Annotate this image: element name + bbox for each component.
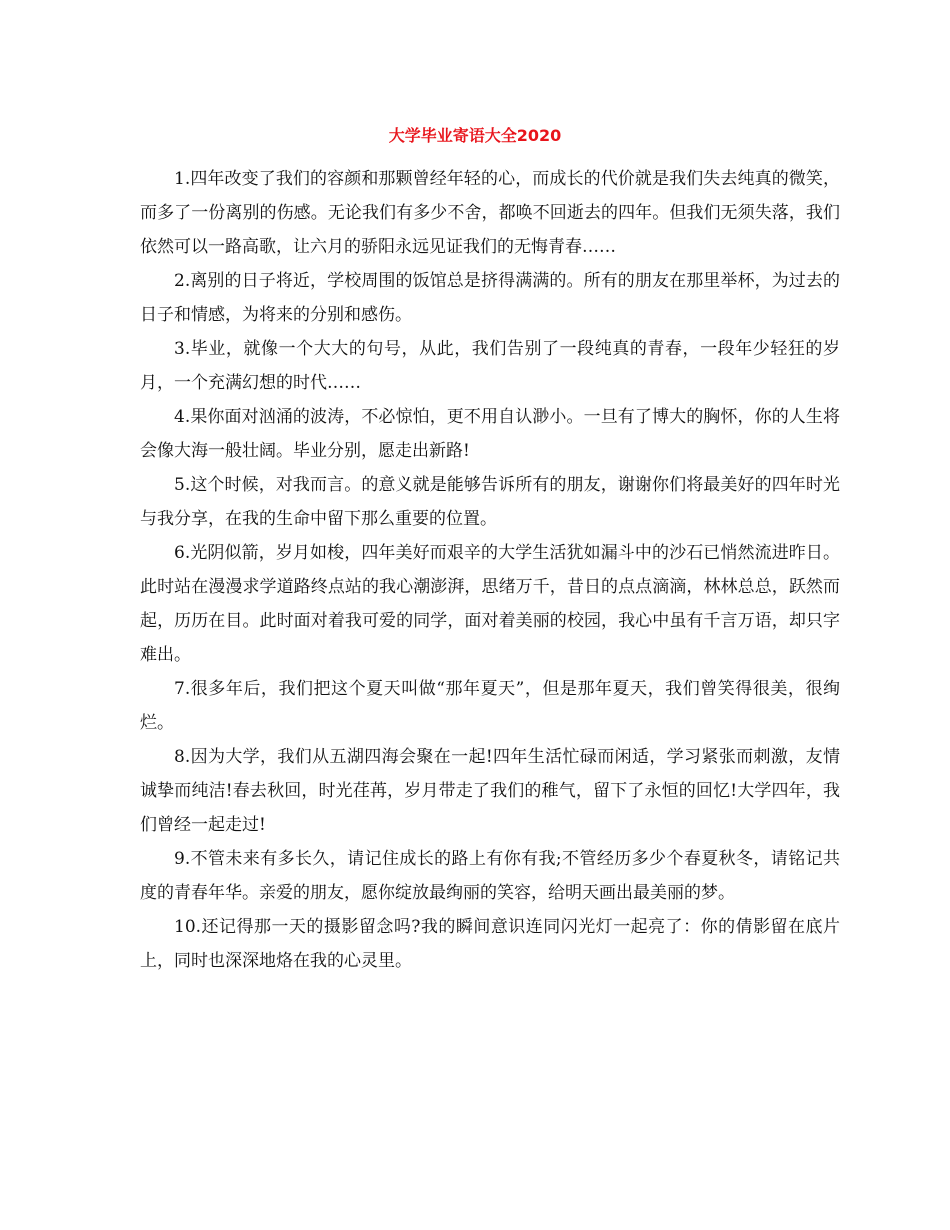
paragraph-4: 4.果你面对汹涌的波涛，不必惊怕，更不用自认渺小。一旦有了博大的胸怀，你的人生将会像大海一般壮阔。毕业分别，愿走出新路!	[140, 407, 840, 461]
paragraph-1: 1.四年改变了我们的容颜和那颗曾经年轻的心，而成长的代价就是我们失去纯真的微笑，而多了一份离别的伤感。无论我们有多少不舍，都唤不回逝去的四年。但我们无须失落，我们依然可以一路高歌，让六月的骄阳永远见证我们的无悔青春……	[140, 169, 840, 257]
paragraph-2: 2.离别的日子将近，学校周围的饭馆总是挤得满满的。所有的朋友在那里举杯，为过去的日子和情感，为将来的分别和感伤。	[140, 271, 840, 325]
paragraph-5: 5.这个时候，对我而言。的意义就是能够告诉所有的朋友，谢谢你们将最美好的四年时光与我分享，在我的生命中留下那么重要的位置。	[140, 475, 840, 529]
paragraph-3: 3.毕业，就像一个大大的句号，从此，我们告别了一段纯真的青春，一段年少轻狂的岁月，一个充满幻想的时代……	[140, 339, 840, 393]
document-title: 大学毕业寄语大全2020	[388, 126, 562, 145]
paragraph-8: 8.因为大学，我们从五湖四海会聚在一起!四年生活忙碌而闲适，学习紧张而刺激，友情诚挚而纯洁!春去秋回，时光荏苒，岁月带走了我们的稚气，留下了永恒的回忆!大学四年，我们曾经一起走过!	[140, 747, 840, 835]
paragraph-7: 7.很多年后，我们把这个夏天叫做“那年夏天”，但是那年夏天，我们曾笑得很美，很绚烂。	[140, 679, 840, 733]
paragraph-10: 10.还记得那一天的摄影留念吗?我的瞬间意识连同闪光灯一起亮了：你的倩影留在底片上，同时也深深地烙在我的心灵里。	[140, 917, 840, 971]
paragraph-6: 6.光阴似箭，岁月如梭，四年美好而艰辛的大学生活犹如漏斗中的沙石已悄然流进昨日。此时站在漫漫求学道路终点站的我心潮澎湃，思绪万千，昔日的点点滴滴，林林总总，跃然而起，历历在目。此时面对着我可爱的同学，面对着美丽的校园，我心中虽有千言万语，却只字难出。	[140, 543, 840, 665]
paragraph-9: 9.不管未来有多长久，请记住成长的路上有你有我;不管经历多少个春夏秋冬，请铭记共度的青春年华。亲爱的朋友，愿你绽放最绚丽的笑容，给明天画出最美丽的梦。	[140, 849, 840, 903]
document-body	[140, 162, 840, 978]
